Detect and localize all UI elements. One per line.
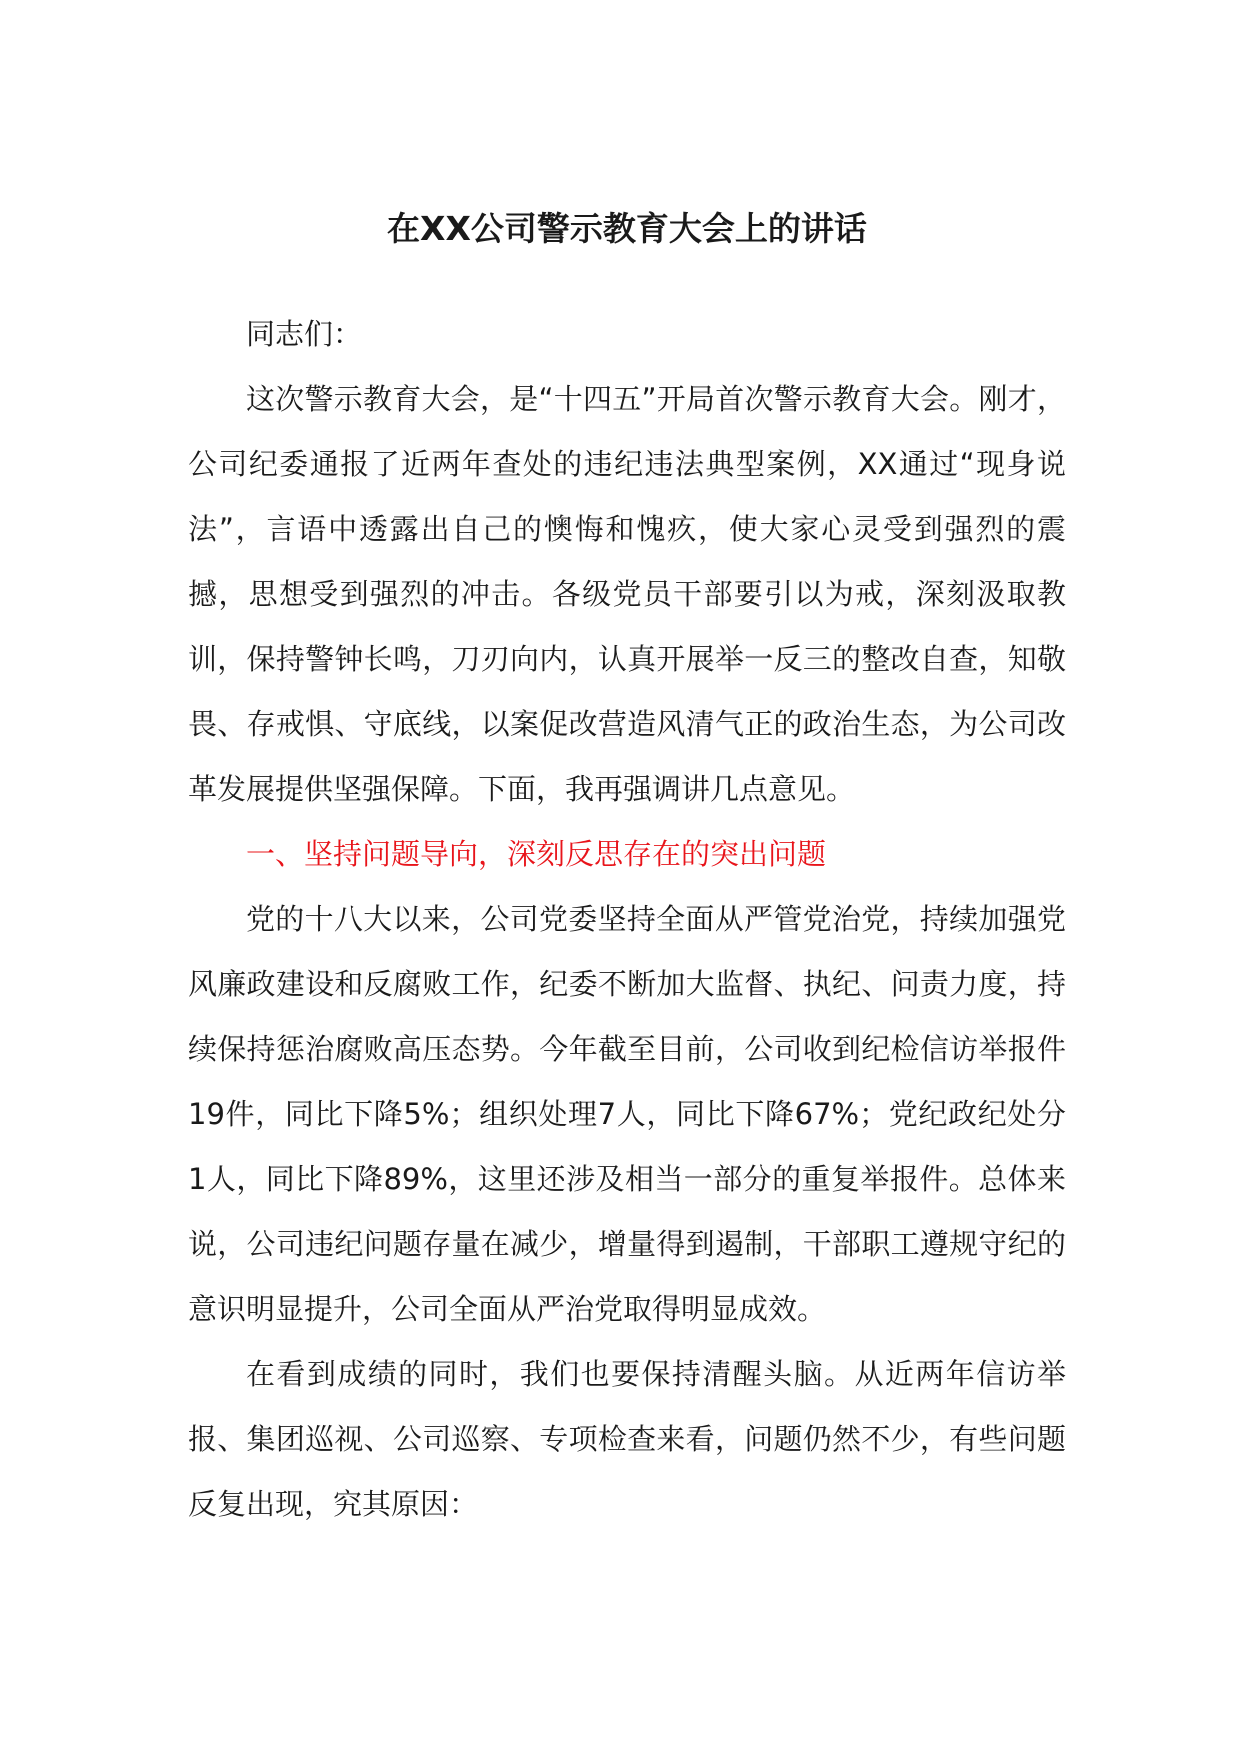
salutation: 同志们： — [246, 317, 363, 351]
intro-paragraph: 这次警示教育大会，是“十四五”开局首次警示教育大会。刚才，公司纪委通报了近两年查处的违纪违法典型案例，XX通过“现身说法”，言语中透露出自己的懊悔和愧疚，使大家心灵受到强烈的震撼，思想受到强烈的冲击。各级党员干部要引以为戒，深刻汲取教训，保持警钟长鸣，刀刃向内，认真开展举一反三的整改自查，知敬畏、存戒惧、守底线，以案促改营造风清气正的政治生态，为公司改革发展提供坚强保障。下面，我再强调讲几点意见。 — [188, 382, 1066, 806]
document-title: 在XX公司警示教育大会上的讲话 — [387, 209, 867, 248]
section-paragraph-2: 在看到成绩的同时，我们也要保持清醒头脑。从近两年信访举报、集团巡视、公司巡察、专项检查来看，问题仍然不少，有些问题反复出现，究其原因： — [188, 1357, 1066, 1521]
document-body — [188, 302, 1066, 1537]
section-heading: 一、坚持问题导向，深刻反思存在的突出问题 — [246, 837, 827, 871]
section-paragraph-1: 党的十八大以来，公司党委坚持全面从严管党治党，持续加强党风廉政建设和反腐败工作，纪委不断加大监督、执纪、问责力度，持续保持惩治腐败高压态势。今年截至目前，公司收到纪检信访举报件19件，同比下降5%；组织处理7人，同比下降67%；党纪政纪处分1人，同比下降89%，这里还涉及相当一部分的重复举报件。总体来说，公司违纪问题存量在减少，增量得到遏制，干部职工遵规守纪的意识明显提升，公司全面从严治党取得明显成效。 — [188, 902, 1066, 1326]
